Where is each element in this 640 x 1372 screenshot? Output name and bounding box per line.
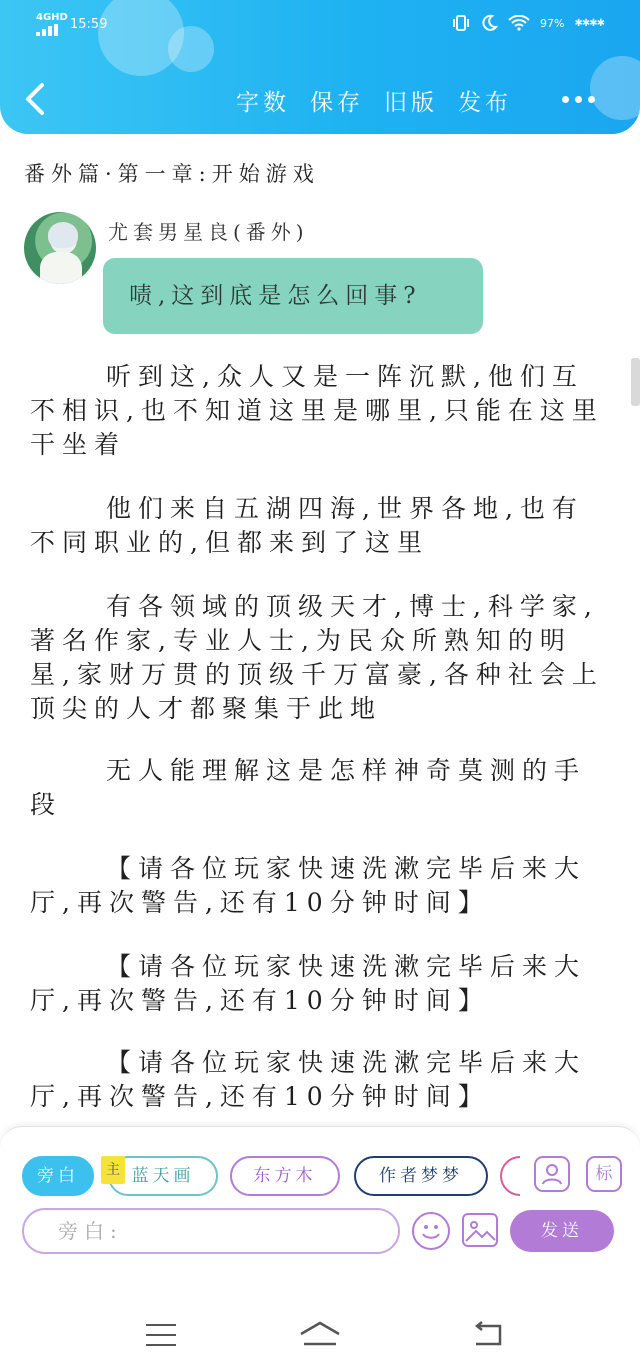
network-label: 4GHD (36, 12, 68, 23)
home-icon[interactable] (298, 1320, 342, 1348)
battery-level: 97% (540, 16, 565, 30)
menu-icon[interactable] (146, 1324, 176, 1346)
vibrate-icon (452, 14, 470, 32)
story-paragraph: 他们来自五湖四海,世界各地,也有不同职业的,但都来到了这里 (30, 494, 584, 557)
word-count-button[interactable]: 字数 (236, 90, 290, 116)
story-paragraph: 有各领域的顶级天才,博士,科学家,著名作家,专业人士,为民众所熟知的明星,家财万贯的顶级千万富豪,各种社会上顶尖的人才都聚集于此地 (30, 592, 604, 723)
moon-icon (480, 14, 498, 32)
status-extra: ✱✱✱✱ (574, 17, 604, 29)
story-paragraph: 无人能理解这是怎样神奇莫测的手段 (30, 756, 587, 819)
story-paragraph: 【请各位玩家快速洗漱完毕后来大厅,再次警告,还有10分钟时间】 (30, 854, 587, 917)
system-nav-bar (0, 1298, 640, 1372)
image-icon[interactable] (462, 1213, 498, 1247)
role-chip-author[interactable]: 作者梦梦 (354, 1156, 488, 1196)
role-chip-label: 蓝天画 (131, 1166, 195, 1186)
story-paragraph: 【请各位玩家快速洗漱完毕后来大厅,再次警告,还有10分钟时间】 (30, 1048, 587, 1111)
status-bar (0, 0, 640, 50)
save-button[interactable]: 保存 (310, 90, 364, 116)
signal-icon (36, 24, 62, 36)
role-chip-narration[interactable]: 旁白 (22, 1156, 94, 1196)
chapter-title: 番外篇·第一章:开始游戏 (24, 162, 320, 186)
old-version-button[interactable]: 旧版 (384, 90, 438, 116)
role-chip-dongfang[interactable]: 东方木 (230, 1156, 340, 1196)
publish-button[interactable]: 发布 (458, 90, 512, 116)
chat-bubble[interactable]: 啧,这到底是怎么回事? (103, 258, 483, 334)
message-input[interactable]: 旁白: (22, 1208, 400, 1254)
scrollbar-thumb[interactable] (631, 358, 640, 406)
picture-icon (464, 1215, 496, 1245)
tag-icon[interactable]: 标 (586, 1156, 622, 1192)
emoji-icon[interactable] (412, 1212, 450, 1250)
chevron-left-icon[interactable] (22, 82, 48, 116)
main-role-badge: 主 (101, 1156, 125, 1184)
story-paragraph: 听到这,众人又是一阵沉默,他们互不相识,也不知道这里是哪里,只能在这里干坐着 (30, 362, 604, 459)
story-paragraph: 【请各位玩家快速洗漱完毕后来大厅,再次警告,还有10分钟时间】 (30, 952, 587, 1015)
more-dots-icon[interactable] (562, 96, 595, 103)
send-button[interactable]: 发送 (510, 1210, 614, 1252)
decor-bubble (590, 56, 640, 120)
speaker-name: 尤套男星良(番外) (108, 220, 309, 244)
user-icon (536, 1158, 568, 1190)
back-nav-icon[interactable] (472, 1320, 504, 1348)
smile-icon (414, 1214, 448, 1248)
clock-time: 15:59 (70, 17, 108, 32)
wifi-icon (508, 15, 530, 31)
status-right (452, 14, 604, 32)
header-toolbar (236, 84, 512, 117)
role-chip-lan[interactable] (108, 1156, 218, 1196)
role-manage-icon[interactable] (534, 1156, 570, 1192)
avatar[interactable] (24, 212, 96, 284)
top-header (0, 0, 640, 134)
